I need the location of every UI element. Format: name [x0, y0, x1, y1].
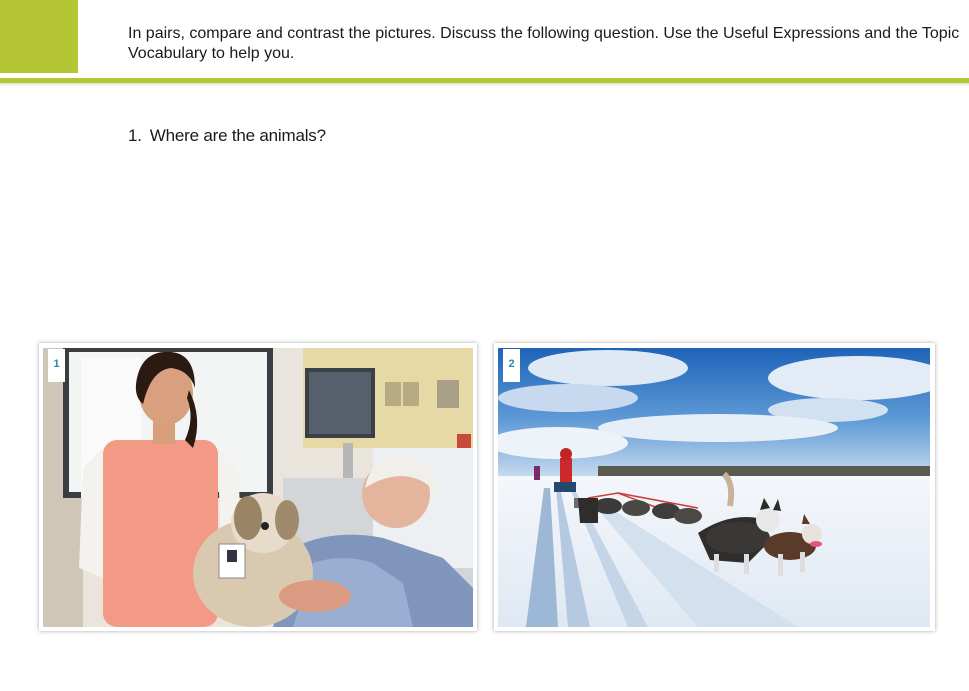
picture-number-tag: 1 [48, 349, 65, 382]
header-accent-block [0, 0, 78, 73]
question-number: 1. [128, 126, 142, 145]
question-item [128, 126, 326, 146]
instructions-text: In pairs, compare and contrast the pictures. Discuss the following question. Use the Useful Expressions and the Topic Vocabulary to help you. [128, 25, 960, 62]
picture-1 [39, 343, 477, 631]
hospital-therapy-dog-photo [43, 348, 473, 627]
sled-dogs-snow-photo [498, 348, 930, 627]
question-text: Where are the animals? [149, 126, 326, 145]
picture-number-tag: 2 [503, 349, 520, 382]
picture-2 [494, 343, 935, 631]
header-divider-shadow [0, 83, 969, 86]
